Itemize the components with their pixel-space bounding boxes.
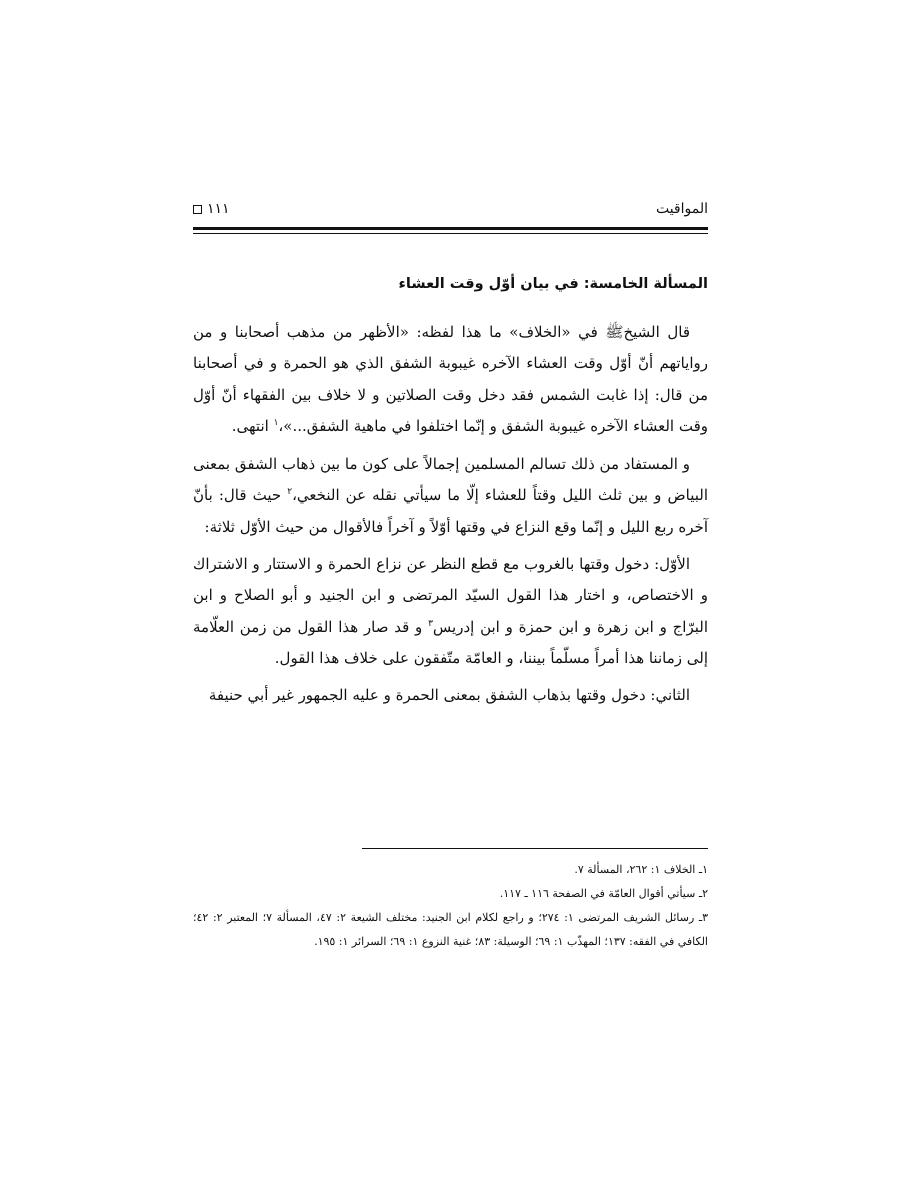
paragraph-2-text-a: و المستفاد من ذلك تسالم المسلمين إجمالاً على كون ما بين ذهاب الشفق بمعنى البياض و بين ثلث الليل وقتاً للعشاء إلّا ما سيأتي نقله عن النخعي،	[193, 455, 708, 505]
page-folio	[193, 201, 230, 217]
running-title: المواقيت	[655, 201, 708, 217]
header-rule-thick	[193, 227, 708, 230]
paragraph-3-text-b: و قد صار هذا القول من زمن العلّامة إلى زماننا هذا أمراً مسلّماً بيننا، و العامّة متّفقون على خلاف هذا القول.	[193, 617, 708, 667]
section-heading: المسألة الخامسة: في بيان أوّل وقت العشاء	[398, 276, 708, 292]
paragraph-3	[193, 549, 708, 674]
main-text	[193, 317, 708, 718]
footnote-3: ٣ـ رسائل الشريف المرتضى ١: ٢٧٤؛ و راجع لكلام ابن الجنيد: مختلف الشيعة ٢: ٤٧، المسألة ٧؛ المعتبر ٢: ٤٢؛ الكافي في الفقه: ١٣٧؛ المهذّب ١: ٦٩؛ الوسيلة: ٨٣؛ غنية النزوع ١: ٦٩؛ السرائر ١: ١٩٥.	[193, 911, 709, 948]
footnote-ref-2[interactable]: ٢	[287, 487, 293, 498]
footnote-ref-1[interactable]: ١	[273, 417, 279, 428]
paragraph-3-text-a: الأوّل: دخول وقتها بالغروب مع قطع النظر عن نزاع الحمرة و الاستتار و الاشتراك و الاختصاص، و اختار هذا القول السيّد المرتضى و ابن الجنيد و أبو الصلاح و ابن البرّاج و ابن زهرة و ابن حمزة و ابن إدريس	[193, 555, 709, 636]
paragraph-2	[193, 449, 708, 543]
paragraph-1	[193, 317, 708, 442]
header-rule-thin	[193, 233, 708, 234]
footnote-1: ١ـ الخلاف ١: ٢٦٢، المسألة ٧.	[574, 863, 708, 876]
footnotes	[193, 858, 708, 954]
running-header	[193, 198, 708, 222]
paragraph-1-text: قال الشيخﷺ في «الخلاف» ما هذا لفظه: «الأظهر من مذهب أصحابنا و من رواياتهم أنّ أوّل وقت العشاء الآخره غيبوبة الشفق الذي هو الحمرة و في أصحابنا من قال: إذا غابت الشمس فقد دخل وقت الصلاتين و لا خلاف بين الفقهاء أنّ أوّل وقت العشاء الآخره غيبوبة الشفق و إنّما اختلفوا في ماهية الشفق...»،	[193, 323, 708, 435]
footnote-2: ٢ـ سيأتي أقوال العامّة في الصفحة ١١٦ ـ ١١٧.	[499, 887, 708, 900]
paragraph-1-end: انتهى.	[231, 416, 274, 435]
footnote-separator	[362, 848, 708, 849]
paragraph-4: الثاني: دخول وقتها بذهاب الشفق بمعنى الحمرة و عليه الجمهور غير أبي حنيفة	[208, 686, 690, 705]
footnote-ref-3[interactable]: ٣	[428, 618, 433, 629]
page-number: ١١١	[207, 201, 230, 217]
paragraph-2-text-b: حيث قال: بأنّ آخره ربع الليل و إنّما وقع النزاع في وقتها أوّلاً و آخراً فالأقوال من حيث الأوّل ثلاثة:	[193, 486, 708, 536]
folio-square-icon	[193, 205, 202, 214]
